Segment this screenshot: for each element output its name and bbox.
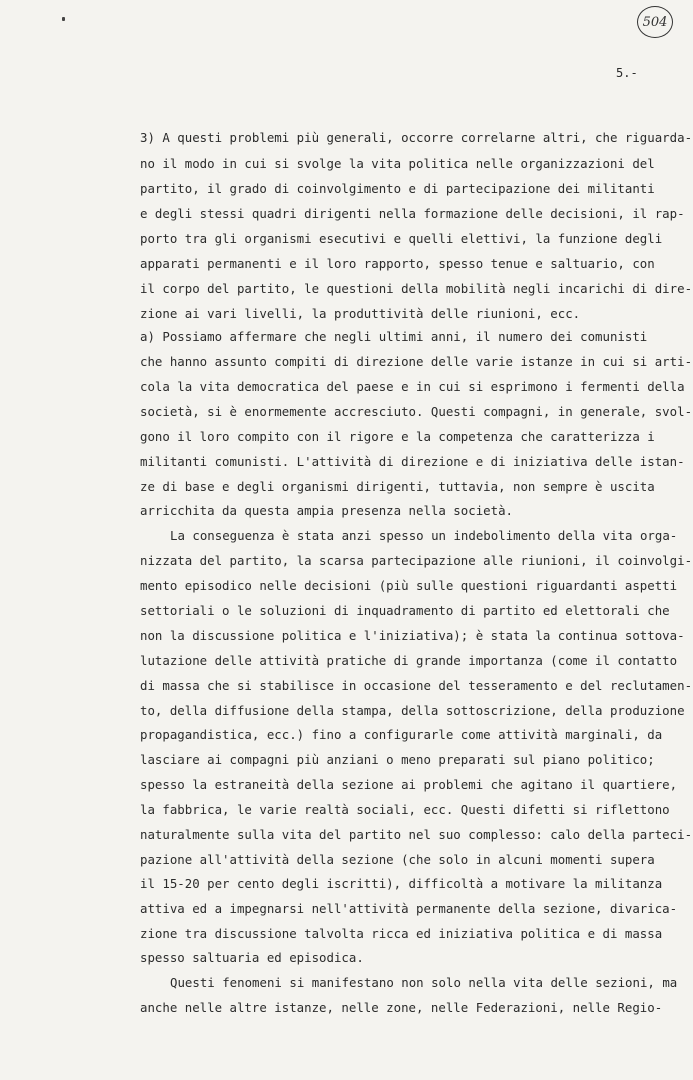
text-line: mento episodico nelle decisioni (più sulle questioni riguardanti aspetti [140, 578, 678, 593]
text-line: cola la vita democratica del paese e in cui si esprimono i fermenti della [140, 379, 685, 394]
text-line: propagandistica, ecc.) fino a configurarle come attività marginali, da [140, 727, 663, 742]
text-line: a) Possiamo affermare che negli ultimi anni, il numero dei comunisti [140, 329, 648, 344]
text-line: non la discussione politica e l'iniziativa); è stata la continua sottova- [140, 628, 685, 643]
text-line: anche nelle altre istanze, nelle zone, nelle Federazioni, nelle Regio- [140, 1000, 663, 1015]
text-line: spesso saltuaria ed episodica. [140, 950, 364, 965]
text-line: e degli stessi quadri dirigenti nella formazione delle decisioni, il rap- [140, 206, 685, 221]
text-line: società, si è enormemente accresciuto. Questi compagni, in generale, svol- [140, 404, 693, 419]
text-line: spesso la estraneità della sezione ai problemi che agitano il quartiere, [140, 777, 678, 792]
text-line: apparati permanenti e il loro rapporto, spesso tenue e saltuario, con [140, 256, 655, 271]
text-line: lasciare ai compagni più anziani o meno preparati sul piano politico; [140, 752, 655, 767]
text-line: zione tra discussione talvolta ricca ed iniziativa politica e di massa [140, 926, 663, 941]
text-line: il corpo del partito, le questioni della mobilità negli incarichi di dire- [140, 281, 693, 296]
text-line: 3) A questi problemi più generali, occorre correlarne altri, che riguarda- [140, 130, 693, 145]
text-line: settoriali o le soluzioni di inquadramento di partito ed elettorali che [140, 603, 670, 618]
text-line: che hanno assunto compiti di direzione delle varie istanze in cui si arti- [140, 354, 693, 369]
text-line: zione ai vari livelli, la produttività delle riunioni, ecc. [140, 306, 581, 321]
text-line: lutazione delle attività pratiche di grande importanza (come il contatto [140, 653, 678, 668]
text-line: to, della diffusione della stampa, della sottoscrizione, della produzione [140, 703, 685, 718]
page-number: 5.- [616, 66, 638, 80]
text-line: arricchita da questa ampia presenza nella società. [140, 503, 513, 518]
text-line: pazione all'attività della sezione (che solo in alcuni momenti supera [140, 852, 655, 867]
text-line: il 15-20 per cento degli iscritti), difficoltà a motivare la militanza [140, 876, 663, 891]
text-line: porto tra gli organismi esecutivi e quelli elettivi, la funzione degli [140, 231, 663, 246]
text-line: attiva ed a impegnarsi nell'attività permanente della sezione, divarica- [140, 901, 678, 916]
text-line: La conseguenza è stata anzi spesso un indebolimento della vita orga- [170, 528, 678, 543]
scan-mark [62, 17, 65, 21]
text-line: la fabbrica, le varie realtà sociali, ecc. Questi difetti si riflettono [140, 802, 670, 817]
text-line: di massa che si stabilisce in occasione del tesseramento e del reclutamen- [140, 678, 693, 693]
text-line: nizzata del partito, la scarsa partecipazione alle riunioni, il coinvolgi- [140, 553, 693, 568]
text-line: no il modo in cui si svolge la vita politica nelle organizzazioni del [140, 156, 655, 171]
text-line: Questi fenomeni si manifestano non solo nella vita delle sezioni, ma [170, 975, 678, 990]
text-line: gono il loro compito con il rigore e la competenza che caratterizza i [140, 429, 655, 444]
text-line: naturalmente sulla vita del partito nel suo complesso: calo della parteci- [140, 827, 693, 842]
text-line: ze di base e degli organismi dirigenti, tuttavia, non sempre è uscita [140, 479, 655, 494]
page-stamp: 504 [637, 6, 673, 38]
text-line: militanti comunisti. L'attività di direzione e di iniziativa delle istan- [140, 454, 685, 469]
text-line: partito, il grado di coinvolgimento e di partecipazione dei militanti [140, 181, 655, 196]
